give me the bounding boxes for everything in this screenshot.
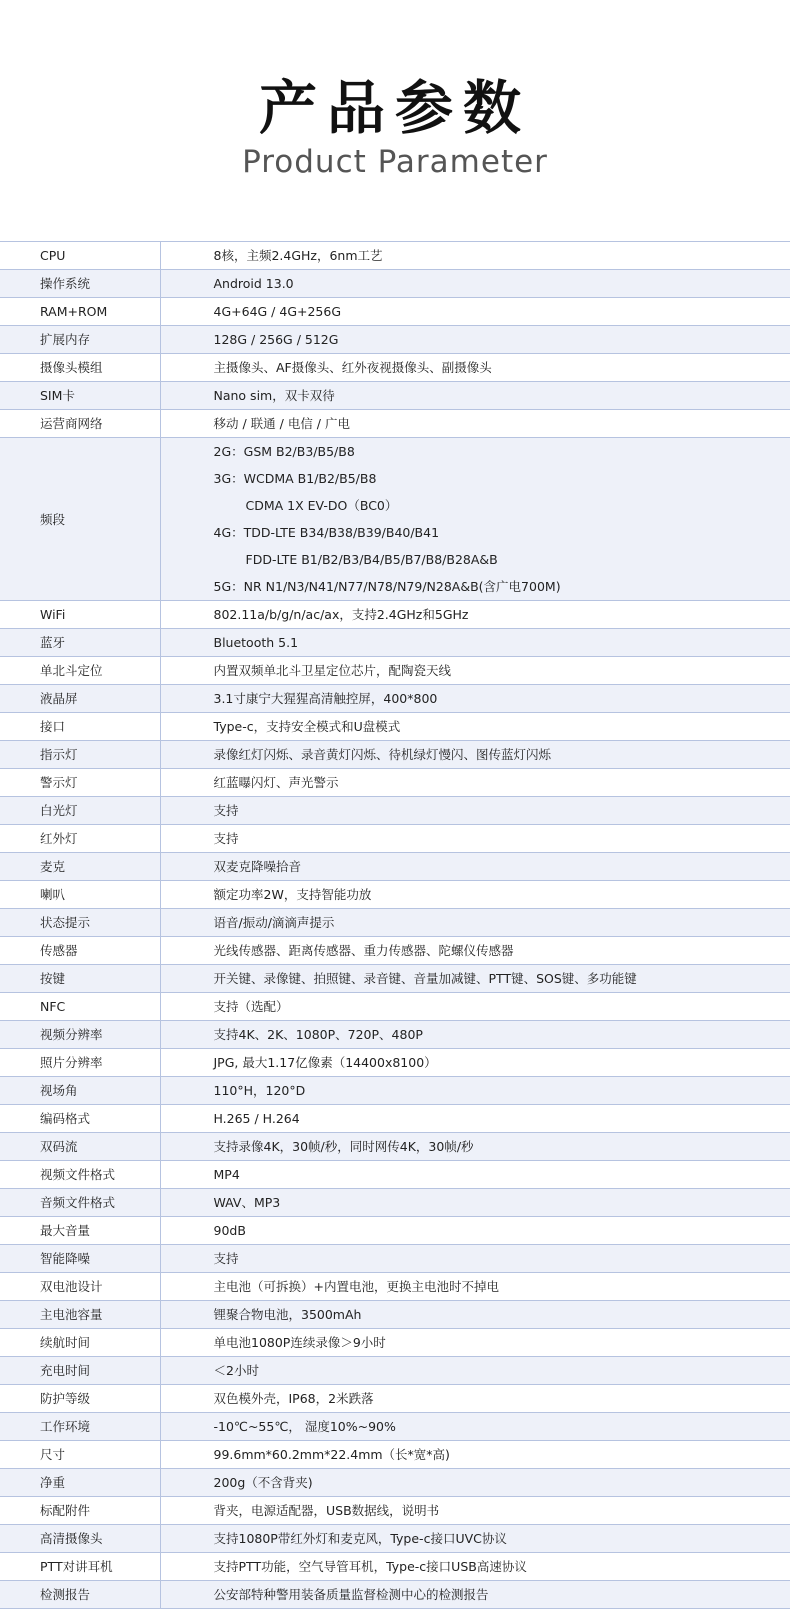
table-row: [0, 825, 790, 853]
param-value: [160, 438, 790, 601]
page-header: [0, 0, 790, 241]
param-value: 支持: [160, 825, 790, 853]
param-value: 支持录像4K，30帧/秒，同时网传4K，30帧/秒: [160, 1133, 790, 1161]
table-row: [0, 1077, 790, 1105]
param-key: 摄像头模组: [0, 354, 160, 382]
param-key: 接口: [0, 713, 160, 741]
table-row: [0, 1357, 790, 1385]
table-row: [0, 1105, 790, 1133]
param-key: 防护等级: [0, 1385, 160, 1413]
param-value: Type-c，支持安全模式和U盘模式: [160, 713, 790, 741]
table-row: [0, 1133, 790, 1161]
param-value: JPG, 最大1.17亿像素（14400x8100）: [160, 1049, 790, 1077]
param-key: 双电池设计: [0, 1273, 160, 1301]
band-line-4g-fdd: FDD-LTE B1/B2/B3/B4/B5/B7/B8/B28A&B: [214, 546, 790, 573]
param-key: 操作系统: [0, 270, 160, 298]
param-value: 支持4K、2K、1080P、720P、480P: [160, 1021, 790, 1049]
table-row: [0, 909, 790, 937]
table-row: [0, 270, 790, 298]
param-key: 按键: [0, 965, 160, 993]
table-row: [0, 769, 790, 797]
table-row: [0, 1497, 790, 1525]
param-value: -10℃~55℃， 湿度10%~90%: [160, 1413, 790, 1441]
table-row: [0, 1021, 790, 1049]
parameter-table: [0, 241, 790, 1609]
table-row: [0, 382, 790, 410]
param-value: 110°H，120°D: [160, 1077, 790, 1105]
param-key: 工作环境: [0, 1413, 160, 1441]
param-value: 200g（不含背夹): [160, 1469, 790, 1497]
param-key: 音频文件格式: [0, 1189, 160, 1217]
param-key: 运营商网络: [0, 410, 160, 438]
param-key: 白光灯: [0, 797, 160, 825]
param-value: 光线传感器、距离传感器、重力传感器、陀螺仪传感器: [160, 937, 790, 965]
param-value: 支持PTT功能，空气导管耳机，Type-c接口USB高速协议: [160, 1553, 790, 1581]
table-row: [0, 1469, 790, 1497]
table-row: [0, 853, 790, 881]
param-key: 传感器: [0, 937, 160, 965]
table-row: [0, 1049, 790, 1077]
table-row: [0, 741, 790, 769]
param-value: Nano sim，双卡双待: [160, 382, 790, 410]
table-row: [0, 1385, 790, 1413]
table-row: [0, 965, 790, 993]
param-key: 续航时间: [0, 1329, 160, 1357]
param-value: 支持: [160, 797, 790, 825]
band-line-5g: 5G：NR N1/N3/N41/N77/N78/N79/N28A&B(含广电700M): [214, 573, 790, 600]
band-line-3g: 3G：WCDMA B1/B2/B5/B8: [214, 465, 790, 492]
table-row: [0, 1329, 790, 1357]
param-value: 支持: [160, 1245, 790, 1273]
param-key: 充电时间: [0, 1357, 160, 1385]
param-key: 红外灯: [0, 825, 160, 853]
table-row: [0, 1525, 790, 1553]
param-value: 公安部特种警用装备质量监督检测中心的检测报告: [160, 1581, 790, 1609]
param-value: 背夹，电源适配器，USB数据线，说明书: [160, 1497, 790, 1525]
table-row: [0, 713, 790, 741]
param-key: 指示灯: [0, 741, 160, 769]
table-row: [0, 354, 790, 382]
param-key: 双码流: [0, 1133, 160, 1161]
param-key: 麦克: [0, 853, 160, 881]
param-key: 视频分辨率: [0, 1021, 160, 1049]
param-key: 标配附件: [0, 1497, 160, 1525]
param-key: WiFi: [0, 601, 160, 629]
param-value: 4G+64G / 4G+256G: [160, 298, 790, 326]
param-key: CPU: [0, 242, 160, 270]
table-row: [0, 1441, 790, 1469]
param-key: RAM+ROM: [0, 298, 160, 326]
table-row: [0, 410, 790, 438]
param-key: 喇叭: [0, 881, 160, 909]
param-value: 锂聚合物电池，3500mAh: [160, 1301, 790, 1329]
table-row: [0, 797, 790, 825]
param-value: 语音/振动/滴滴声提示: [160, 909, 790, 937]
param-value: 90dB: [160, 1217, 790, 1245]
param-value: MP4: [160, 1161, 790, 1189]
param-key: 扩展内存: [0, 326, 160, 354]
param-key: 主电池容量: [0, 1301, 160, 1329]
band-line-2g: 2G：GSM B2/B3/B5/B8: [214, 438, 790, 465]
param-value: 支持（选配）: [160, 993, 790, 1021]
table-row: [0, 937, 790, 965]
param-key: 频段: [0, 438, 160, 601]
param-value: Android 13.0: [160, 270, 790, 298]
table-row: [0, 1189, 790, 1217]
table-row: [0, 1553, 790, 1581]
param-key: NFC: [0, 993, 160, 1021]
table-row: [0, 685, 790, 713]
param-value: 主摄像头、AF摄像头、红外夜视摄像头、副摄像头: [160, 354, 790, 382]
param-key: 检测报告: [0, 1581, 160, 1609]
band-line-4g: 4G：TDD-LTE B34/B38/B39/B40/B41: [214, 519, 790, 546]
table-row: [0, 1245, 790, 1273]
param-key: 尺寸: [0, 1441, 160, 1469]
table-row: [0, 1217, 790, 1245]
param-value: 8核，主频2.4GHz，6nm工艺: [160, 242, 790, 270]
param-key: 状态提示: [0, 909, 160, 937]
param-key: 视频文件格式: [0, 1161, 160, 1189]
param-value: 3.1寸康宁大猩猩高清触控屏，400*800: [160, 685, 790, 713]
param-key: 单北斗定位: [0, 657, 160, 685]
param-key: 智能降噪: [0, 1245, 160, 1273]
param-key: 液晶屏: [0, 685, 160, 713]
param-value: ＜2小时: [160, 1357, 790, 1385]
param-value: 128G / 256G / 512G: [160, 326, 790, 354]
page-title: 产品参数: [0, 72, 790, 144]
param-value: 802.11a/b/g/n/ac/ax，支持2.4GHz和5GHz: [160, 601, 790, 629]
param-key: 警示灯: [0, 769, 160, 797]
table-row: [0, 1273, 790, 1301]
param-value: 红蓝曝闪灯、声光警示: [160, 769, 790, 797]
table-row: [0, 1581, 790, 1609]
param-key: SIM卡: [0, 382, 160, 410]
param-value: 录像红灯闪烁、录音黄灯闪烁、待机绿灯慢闪、图传蓝灯闪烁: [160, 741, 790, 769]
param-key: 最大音量: [0, 1217, 160, 1245]
table-row: [0, 1301, 790, 1329]
param-value: H.265 / H.264: [160, 1105, 790, 1133]
table-row: [0, 629, 790, 657]
param-key: 照片分辨率: [0, 1049, 160, 1077]
param-value: 移动 / 联通 / 电信 / 广电: [160, 410, 790, 438]
table-row: [0, 326, 790, 354]
param-value: 双色模外壳，IP68，2米跌落: [160, 1385, 790, 1413]
table-row: [0, 438, 790, 601]
table-row: [0, 993, 790, 1021]
band-line-3g-cdma: CDMA 1X EV-DO（BC0）: [214, 492, 790, 519]
param-value: Bluetooth 5.1: [160, 629, 790, 657]
param-value: 支持1080P带红外灯和麦克风，Type-c接口UVC协议: [160, 1525, 790, 1553]
param-key: 蓝牙: [0, 629, 160, 657]
param-value: 单电池1080P连续录像＞9小时: [160, 1329, 790, 1357]
param-key: 高清摄像头: [0, 1525, 160, 1553]
table-row: [0, 242, 790, 270]
page-subtitle: Product Parameter: [0, 142, 790, 182]
param-key: PTT对讲耳机: [0, 1553, 160, 1581]
param-value: 双麦克降噪拾音: [160, 853, 790, 881]
param-value: 开关键、录像键、拍照键、录音键、音量加减键、PTT键、SOS键、多功能键: [160, 965, 790, 993]
param-key: 编码格式: [0, 1105, 160, 1133]
table-row: [0, 1413, 790, 1441]
table-row: [0, 657, 790, 685]
table-row: [0, 1161, 790, 1189]
param-value: 99.6mm*60.2mm*22.4mm（长*宽*高): [160, 1441, 790, 1469]
param-key: 净重: [0, 1469, 160, 1497]
param-value: 额定功率2W，支持智能功放: [160, 881, 790, 909]
param-value: WAV、MP3: [160, 1189, 790, 1217]
table-row: [0, 298, 790, 326]
param-value: 主电池（可拆换）+内置电池，更换主电池时不掉电: [160, 1273, 790, 1301]
table-row: [0, 881, 790, 909]
param-key: 视场角: [0, 1077, 160, 1105]
param-value: 内置双频单北斗卫星定位芯片，配陶瓷天线: [160, 657, 790, 685]
table-row: [0, 601, 790, 629]
